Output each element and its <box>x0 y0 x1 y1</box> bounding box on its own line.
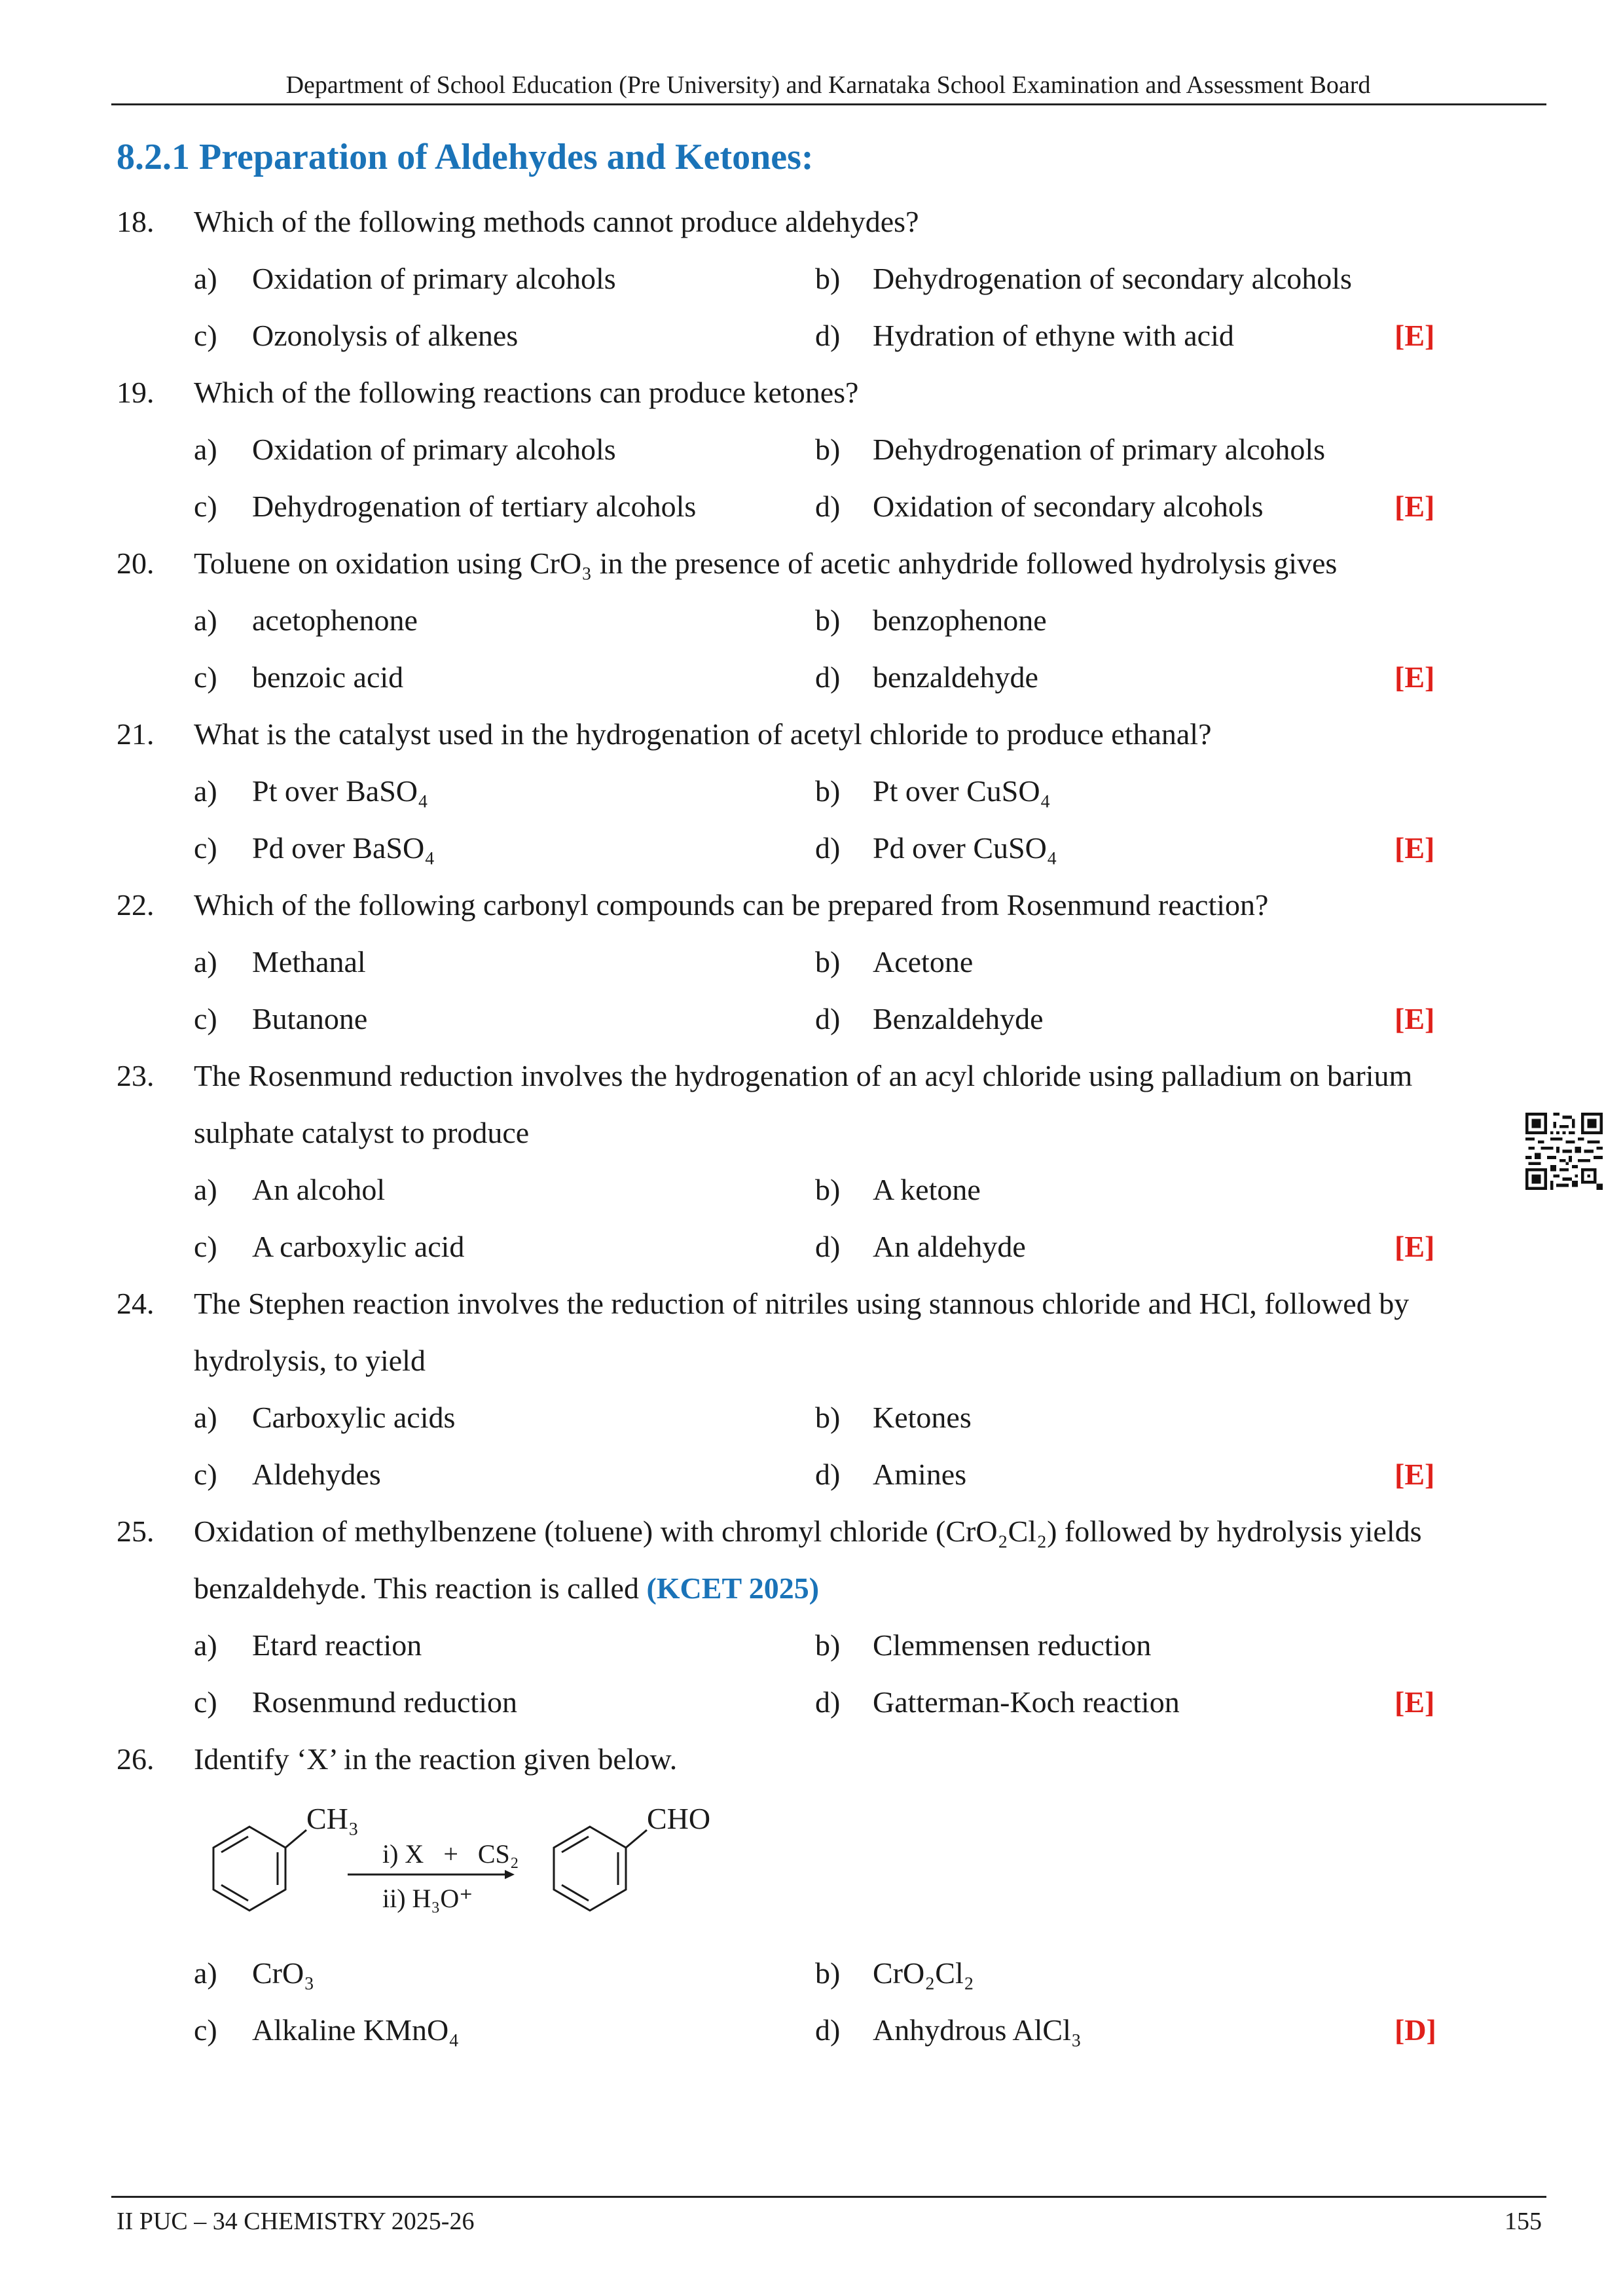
option-c: Rosenmund reduction <box>252 1685 517 1719</box>
question-text: Which of the following carbonyl compounds can be prepared from Rosenmund reaction? <box>194 888 1269 922</box>
option-d: Benzaldehyde <box>873 1002 1044 1035</box>
footer-course-label: II PUC – 34 CHEMISTRY 2025-26 <box>117 2208 475 2235</box>
option-a: Etard reaction <box>252 1628 422 1662</box>
option-letter-c: c) <box>194 1458 217 1491</box>
option-letter-c: c) <box>194 319 217 352</box>
option-letter-b: b) <box>815 603 841 637</box>
option-letter-c: c) <box>194 1002 217 1035</box>
option-b: A ketone <box>873 1173 981 1206</box>
option-c: Ozonolysis of alkenes <box>252 319 519 352</box>
option-letter-d: d) <box>815 660 841 694</box>
option-d: Gatterman-Koch reaction <box>873 1685 1180 1719</box>
option-letter-c: c) <box>194 1230 217 1263</box>
option-letter-b: b) <box>815 945 841 978</box>
option-letter-b: b) <box>815 774 841 808</box>
question-text-continued: hydrolysis, to yield <box>194 1344 426 1377</box>
reagent-step-1: i) X + CS₂ <box>382 1839 519 1869</box>
option-letter-a: a) <box>194 1401 217 1434</box>
option-c: Pd over BaSO₄ <box>252 831 435 865</box>
option-d: Anhydrous AlCl₃ <box>873 2013 1082 2047</box>
reaction-arrowhead <box>505 1870 515 1879</box>
question-number: 19. <box>117 376 155 409</box>
option-b: CrO₂Cl₂ <box>873 1956 974 1990</box>
question-text: Oxidation of methylbenzene (toluene) with chromyl chloride (CrO₂Cl₂) followed by hydrolysis yields <box>194 1515 1422 1548</box>
option-letter-d: d) <box>815 319 841 352</box>
question-text: The Stephen reaction involves the reduction of nitriles using stannous chloride and HCl, followed by <box>194 1287 1410 1320</box>
option-letter-d: d) <box>815 2013 841 2047</box>
option-d: Oxidation of secondary alcohols <box>873 490 1264 523</box>
option-d: Amines <box>873 1458 967 1491</box>
question-number: 20. <box>117 547 155 580</box>
footer-divider <box>111 2196 1546 2198</box>
option-letter-b: b) <box>815 262 841 295</box>
question-text-tail: benzaldehyde. This reaction is called <box>194 1571 647 1605</box>
question-text-continued: sulphate catalyst to produce <box>194 1116 530 1149</box>
option-letter-a: a) <box>194 1956 217 1990</box>
option-letter-d: d) <box>815 831 841 865</box>
question-text: Which of the following methods cannot produce aldehydes? <box>194 205 919 238</box>
option-letter-a: a) <box>194 603 217 637</box>
option-letter-b: b) <box>815 1956 841 1990</box>
option-letter-b: b) <box>815 1628 841 1662</box>
option-letter-a: a) <box>194 433 217 466</box>
option-letter-a: a) <box>194 1173 217 1206</box>
option-b: Ketones <box>873 1401 972 1434</box>
option-d: benzaldehyde <box>873 660 1038 694</box>
option-a: Methanal <box>252 945 366 978</box>
option-a: Oxidation of primary alcohols <box>252 262 616 295</box>
question-number: 21. <box>117 717 155 751</box>
answer-key: [E] <box>1395 319 1435 352</box>
question-number: 22. <box>117 888 155 922</box>
product-substituent: CHO <box>647 1802 711 1835</box>
page-header: Department of School Education (Pre University) and Karnataka School Examination and Assessment Board <box>285 71 1371 99</box>
option-letter-d: d) <box>815 490 841 523</box>
qr-code-icon[interactable] <box>1525 1113 1603 1190</box>
question-18 <box>117 196 1557 367</box>
option-b: Pt over CuSO₄ <box>873 774 1051 808</box>
option-b: benzophenone <box>873 603 1047 637</box>
option-b: Acetone <box>873 945 974 978</box>
question-list <box>117 196 1557 2062</box>
question-20 <box>117 538 1557 709</box>
option-letter-d: d) <box>815 1685 841 1719</box>
question-number: 18. <box>117 205 155 238</box>
option-a: An alcohol <box>252 1173 386 1206</box>
option-d: An aldehyde <box>873 1230 1026 1263</box>
reaction-diagram <box>194 1791 848 1948</box>
answer-key: [E] <box>1395 490 1435 523</box>
question-text: What is the catalyst used in the hydrogenation of acetyl chloride to produce ethanal? <box>194 717 1212 751</box>
option-letter-d: d) <box>815 1002 841 1035</box>
option-letter-a: a) <box>194 262 217 295</box>
option-letter-d: d) <box>815 1458 841 1491</box>
option-letter-a: a) <box>194 945 217 978</box>
option-a: Oxidation of primary alcohols <box>252 433 616 466</box>
option-b: Dehydrogenation of primary alcohols <box>873 433 1326 466</box>
option-d: Pd over CuSO₄ <box>873 831 1057 865</box>
option-d: Hydration of ethyne with acid <box>873 319 1234 352</box>
question-number: 24. <box>117 1287 155 1320</box>
section-title: 8.2.1 Preparation of Aldehydes and Ketones: <box>117 137 814 177</box>
reactant-benzene-ring <box>213 1827 306 1910</box>
question-24 <box>117 1278 1557 1506</box>
answer-key: [E] <box>1395 1002 1435 1035</box>
option-a: acetophenone <box>252 603 418 637</box>
option-c: Aldehydes <box>252 1458 381 1491</box>
option-letter-c: c) <box>194 2013 217 2047</box>
reaction-scheme <box>117 1791 1557 1948</box>
option-letter-c: c) <box>194 831 217 865</box>
option-a: CrO₃ <box>252 1956 315 1990</box>
answer-key: [E] <box>1395 1685 1435 1719</box>
option-c: A carboxylic acid <box>252 1230 465 1263</box>
option-letter-d: d) <box>815 1230 841 1263</box>
option-letter-c: c) <box>194 490 217 523</box>
question-text: The Rosenmund reduction involves the hydrogenation of an acyl chloride using palladium on barium <box>194 1059 1413 1092</box>
reagent-step-2: ii) H₃O⁺ <box>382 1884 473 1913</box>
question-text: Toluene on oxidation using CrO₃ in the presence of acetic anhydride followed hydrolysis gives <box>194 547 1338 580</box>
question-19 <box>117 367 1557 538</box>
option-letter-c: c) <box>194 660 217 694</box>
answer-key: [D] <box>1395 2013 1436 2047</box>
option-a: Carboxylic acids <box>252 1401 456 1434</box>
option-b: Dehydrogenation of secondary alcohols <box>873 262 1352 295</box>
option-letter-b: b) <box>815 433 841 466</box>
option-c: Alkaline KMnO₄ <box>252 2013 460 2047</box>
option-letter-a: a) <box>194 774 217 808</box>
reactant-substituent: CH₃ <box>306 1802 359 1835</box>
answer-key: [E] <box>1395 1230 1435 1263</box>
option-letter-b: b) <box>815 1401 841 1434</box>
answer-key: [E] <box>1395 1458 1435 1491</box>
question-26 <box>117 1734 1557 2062</box>
header-divider <box>111 103 1546 105</box>
option-letter-c: c) <box>194 1685 217 1719</box>
option-a: Pt over BaSO₄ <box>252 774 429 808</box>
option-c: Dehydrogenation of tertiary alcohols <box>252 490 697 523</box>
answer-key: [E] <box>1395 660 1435 694</box>
question-22 <box>117 880 1557 1050</box>
question-25 <box>117 1506 1557 1734</box>
question-number: 23. <box>117 1059 155 1092</box>
question-text-continued <box>194 1571 819 1605</box>
option-c: Butanone <box>252 1002 368 1035</box>
page-number: 155 <box>1504 2208 1542 2235</box>
question-21 <box>117 709 1557 880</box>
option-letter-b: b) <box>815 1173 841 1206</box>
question-text: Which of the following reactions can produce ketones? <box>194 376 859 409</box>
answer-key: [E] <box>1395 831 1435 865</box>
question-number: 25. <box>117 1515 155 1548</box>
exam-tag: (KCET 2025) <box>646 1571 820 1605</box>
option-letter-a: a) <box>194 1628 217 1662</box>
option-c: benzoic acid <box>252 660 404 694</box>
question-text: Identify ‘X’ in the reaction given below. <box>194 1742 678 1776</box>
option-b: Clemmensen reduction <box>873 1628 1152 1662</box>
question-23 <box>117 1050 1557 1278</box>
question-number: 26. <box>117 1742 155 1776</box>
product-benzene-ring <box>554 1827 647 1910</box>
